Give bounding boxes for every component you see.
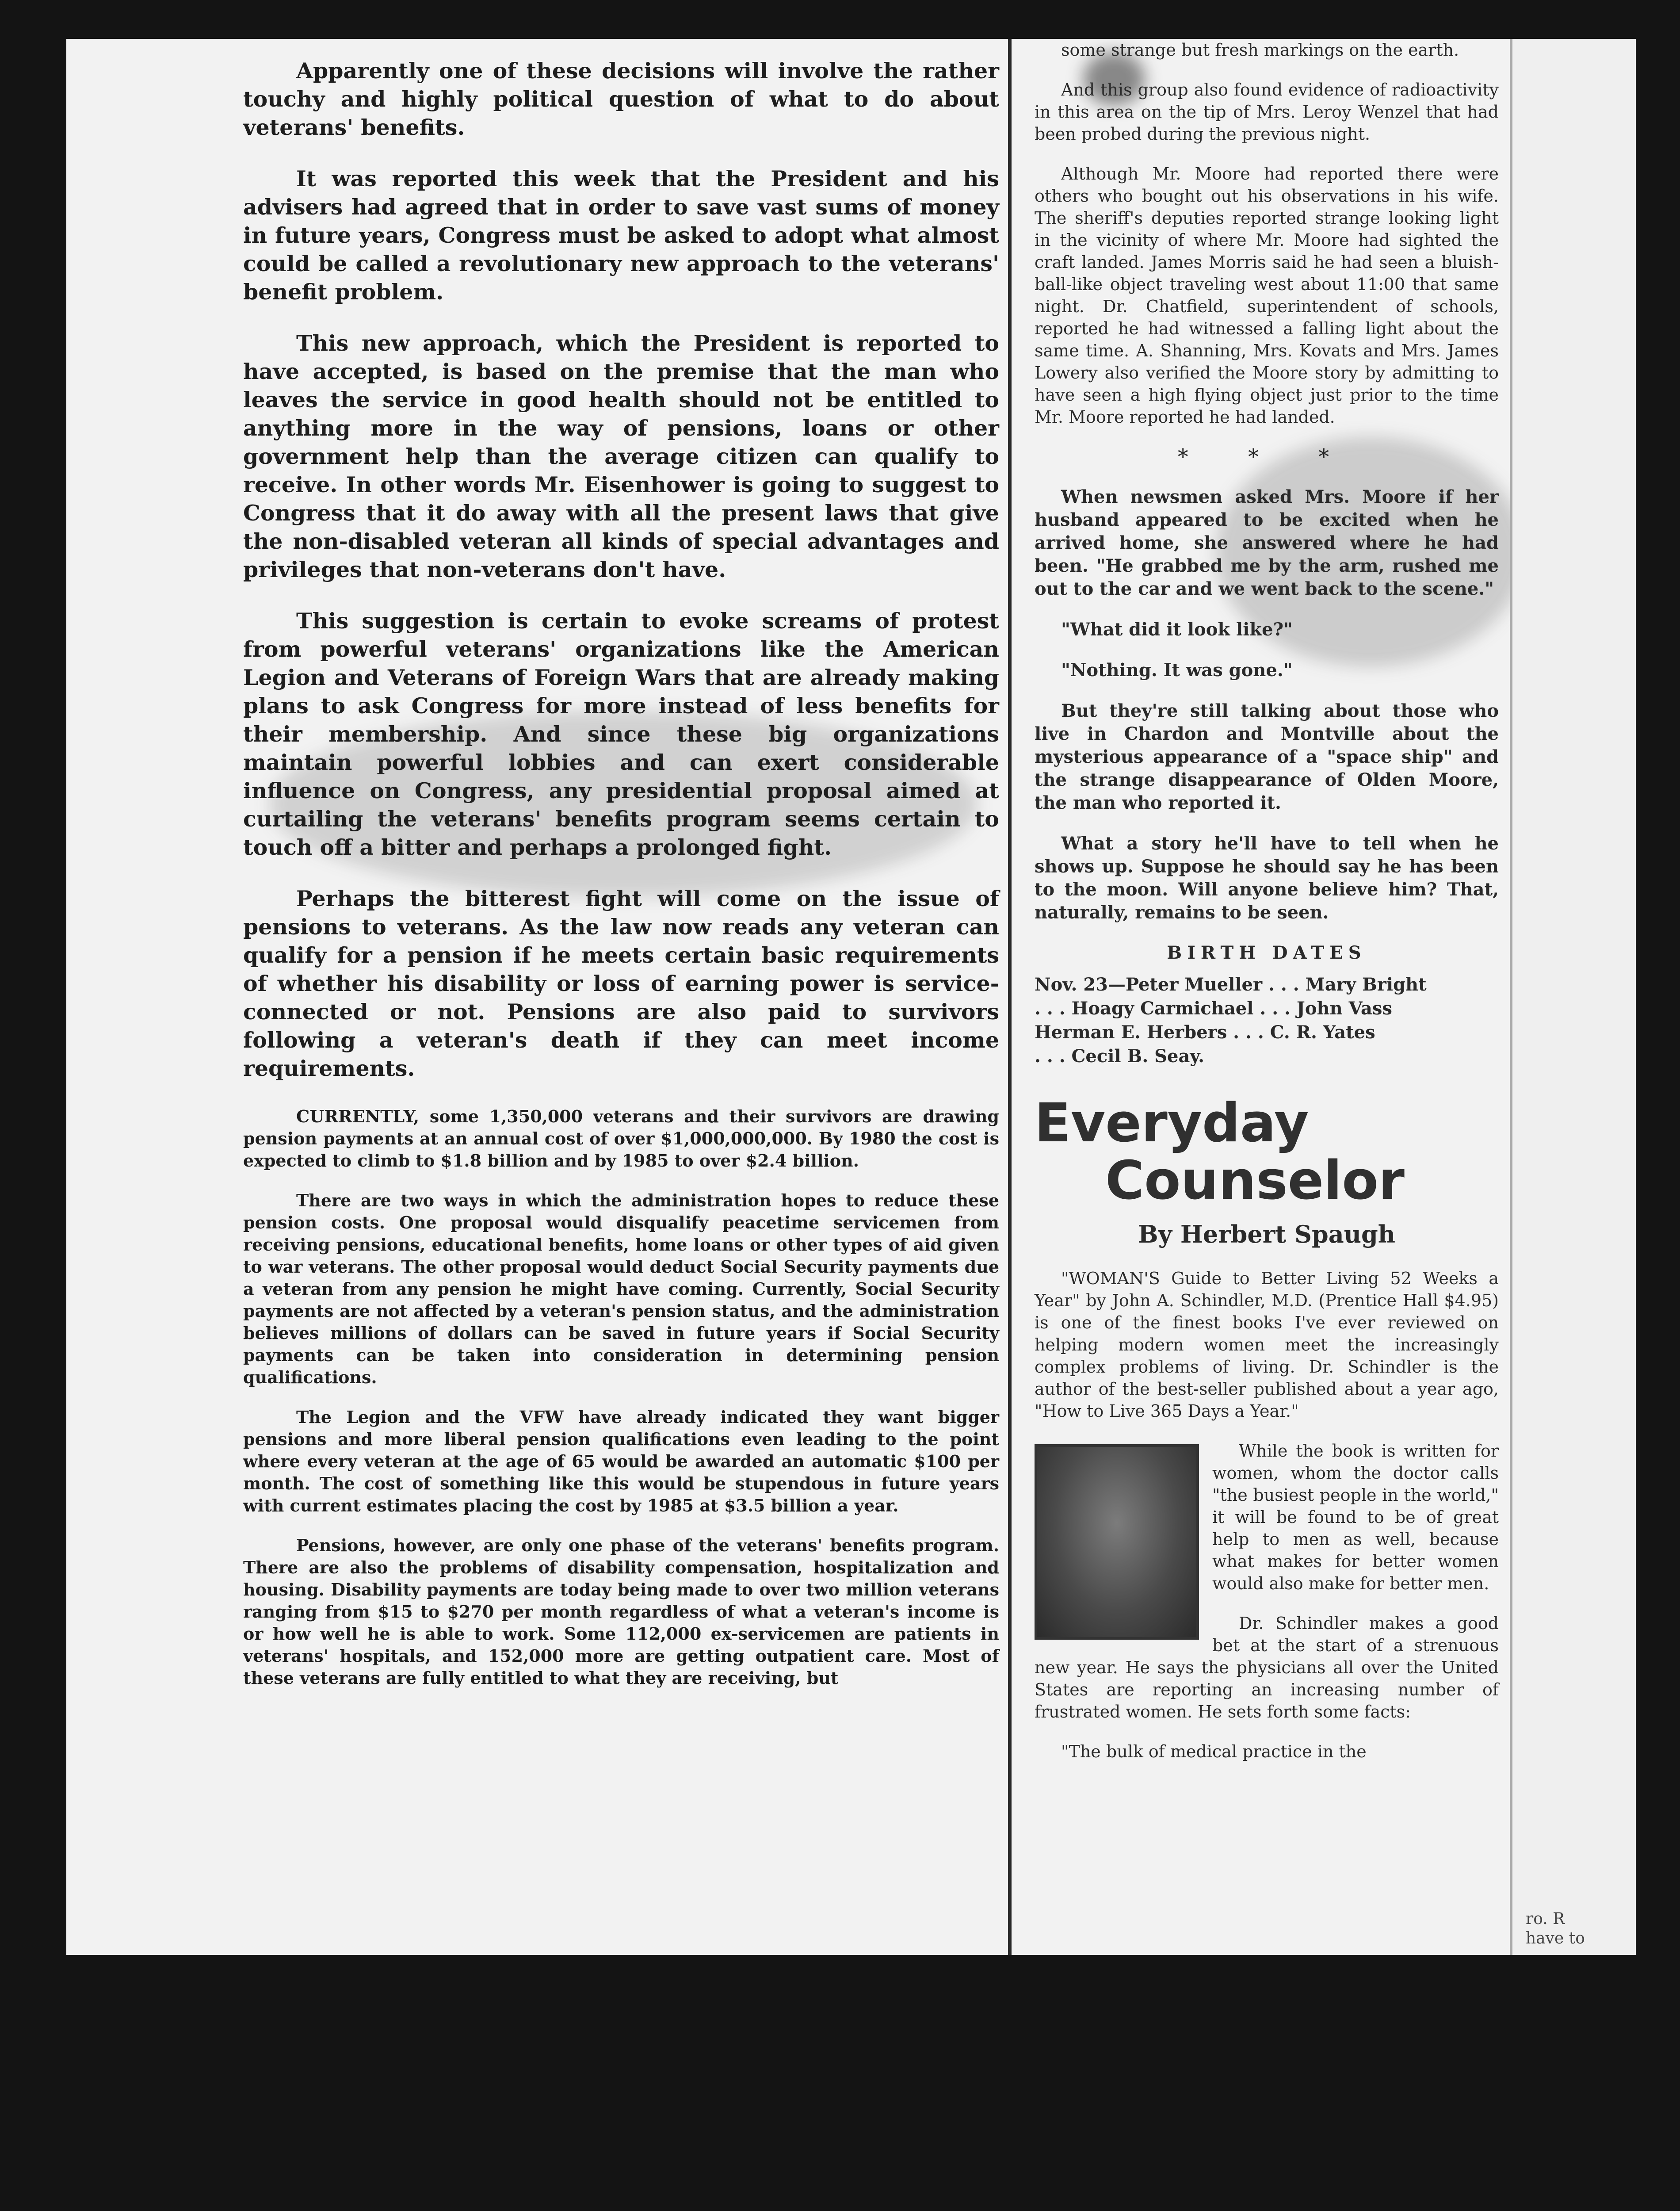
- counselor-paragraph: Dr. Schindler makes a good bet at the start of a strenuous new year. He says the physicians all over the United States are reporting an increasing number of frustrated women. He sets forth some facts:: [1035, 1614, 1499, 1721]
- birth-dates-line: Nov. 23—Peter Mueller . . . Mary Bright: [1035, 974, 1427, 995]
- birth-dates-heading: BIRTH DATES: [1167, 942, 1367, 963]
- section-separator-stars: * * *: [1177, 444, 1356, 469]
- article-paragraph: The Legion and the VFW have already indicated they want bigger pensions and more liberal pension qualifications even leading to the point where every veteran at the age of 65 would be awarded an automatic $100 per month. The cost of something like this would be stupendous in future years with current estimates placing the cost by 1985 at $3.5 billion a year.: [243, 1407, 999, 1515]
- article-paragraph: Perhaps the bitterest fight will come on the issue of pensions to veterans. As the law now reads any veteran can qualify for a pension if he meets certain basic requirements of whether his disability or loss of earning power is service-connected or not. Pensions are also paid to survivors following a veteran's death if they can meet income requirements.: [243, 886, 999, 1081]
- counselor-paragraph: While the book is written for women, whom the doctor calls "the busiest people in the world," it will be found to be of great help to men as well, because what makes for better women would also make for better men.: [1212, 1441, 1499, 1593]
- edge-fragment: ro. R: [1526, 1910, 1565, 1928]
- sidebar-paragraph: some strange but fresh markings on the earth.: [1061, 40, 1459, 60]
- sidebar-paragraph: What a story he'll have to tell when he shows up. Suppose he should say he has been to the moon. Will anyone believe him? That, naturally, remains to be seen.: [1035, 833, 1499, 923]
- counselor-byline: By Herbert Spaugh: [1138, 1220, 1395, 1248]
- birth-dates-line: . . . Cecil B. Seay.: [1035, 1046, 1205, 1067]
- sidebar-paragraph: "Nothing. It was gone.": [1061, 660, 1293, 681]
- edge-fragment: have to: [1526, 1929, 1585, 1947]
- article-paragraph: CURRENTLY, some 1,350,000 veterans and their survivors are drawing pension payments at an annual cost of over $1,000,000,000. By 1980 the cost is expected to climb to $1.8 billion and by 1985 to over $2.4 billion.: [243, 1106, 999, 1171]
- sidebar-paragraph: When newsmen asked Mrs. Moore if her husband appeared to be excited when he arrived home, she answered where he had been. "He grabbed me by the arm, rushed me out to the car and we went back to the scene.": [1035, 486, 1499, 599]
- sidebar-paragraph: Although Mr. Moore had reported there were others who bought out his observations in his wife. The sheriff's deputies reported strange looking light in the vicinity of where Mr. Moore had sighted the craft landed. James Morris said he had seen a bluish-ball-like object traveling west about 11:00 that same night. Dr. Chatfield, superintendent of schools, reported he had witnessed a falling light about the same time. A. Shanning, Mrs. Kovats and Mrs. James Lowery also verified the Moore story by admitting to have seen a high flying object just prior to the time Mr. Moore reported he had landed.: [1035, 164, 1499, 427]
- sidebar-paragraph: But they're still talking about those who live in Chardon and Montville about the mysterious appearance of a "space ship" and the strange disappearance of Olden Moore, the man who reported it.: [1035, 700, 1499, 813]
- counselor-paragraph: "The bulk of medical practice in the: [1061, 1742, 1367, 1761]
- article-paragraph: Pensions, however, are only one phase of the veterans' benefits program. There are also the problems of disability compensation, hospitalization and housing. Disability payments are today being made to over two million veterans ranging from $15 to $270 per month regardless of what a veteran's income is or how well he is able to work. Some 112,000 ex-servicemen are patients in veterans' hospitals, and 152,000 more are getting outpatient care. Most of these veterans are fully entitled to what they are receiving, but: [243, 1535, 999, 1688]
- article-paragraph: Apparently one of these decisions will involve the rather touchy and highly political question of what to do about veterans' benefits.: [243, 58, 999, 140]
- article-paragraph: It was reported this week that the President and his advisers had agreed that in order to save vast sums of money in future years, Congress must be asked to adopt what almost could be called a revolutionary new approach to the veterans' benefit problem.: [243, 166, 999, 305]
- counselor-title-line1: Everyday: [1035, 1093, 1309, 1154]
- counselor-title-line2: Counselor: [1105, 1150, 1405, 1212]
- article-paragraph: This new approach, which the President is reported to have accepted, is based on the premise that the man who leaves the service in good health should not be entitled to anything more in the way of pensions, loans or other government help than the average citizen can qualify to receive. In other words Mr. Eisenhower is going to suggest to Congress that it do away with all the present laws that give the non-disabled veteran all kinds of special advantages and privileges that non-veterans don't have.: [243, 330, 999, 582]
- article-paragraph: There are two ways in which the administration hopes to reduce these pension costs. One proposal would disqualify peacetime servicemen from receiving pensions, educational benefits, home loans or other types of aid given to war veterans. The other proposal would deduct Social Security payments due a veteran from any pension he might have coming. Currently, Social Security payments are not affected by a veteran's pension status, and the administration believes millions of dollars can be saved in future years if Social Security payments can be taken into consideration in determining pension qualifications.: [243, 1190, 999, 1387]
- birth-dates-line: . . . Hoagy Carmichael . . . John Vass: [1035, 998, 1392, 1019]
- counselor-paragraph: "WOMAN'S Guide to Better Living 52 Weeks a Year" by John A. Schindler, M.D. (Prentice Hall $4.95) is one of the finest books I've ever reviewed on helping modern women meet the increasingly complex problems of living. Dr. Schindler is the author of the best-seller published about a year ago, "How to Live 365 Days a Year.": [1035, 1269, 1499, 1421]
- article-paragraph: This suggestion is certain to evoke screams of protest from powerful veterans' organizations like the American Legion and Veterans of Foreign Wars that are already making plans to ask Congress for more instead of less benefits for their membership. And since these big organizations maintain powerful lobbies and can exert considerable influence on Congress, any presidential proposal aimed at curtailing the veterans' benefits program seems certain to touch off a bitter and perhaps a prolonged fight.: [243, 608, 999, 860]
- sidebar-paragraph: "What did it look like?": [1061, 619, 1293, 640]
- sidebar-paragraph: And this group also found evidence of radioactivity in this area on the tip of Mrs. Leroy Wenzel that had been probed during the previous night.: [1035, 80, 1499, 144]
- birth-dates-line: Herman E. Herbers . . . C. R. Yates: [1035, 1022, 1375, 1043]
